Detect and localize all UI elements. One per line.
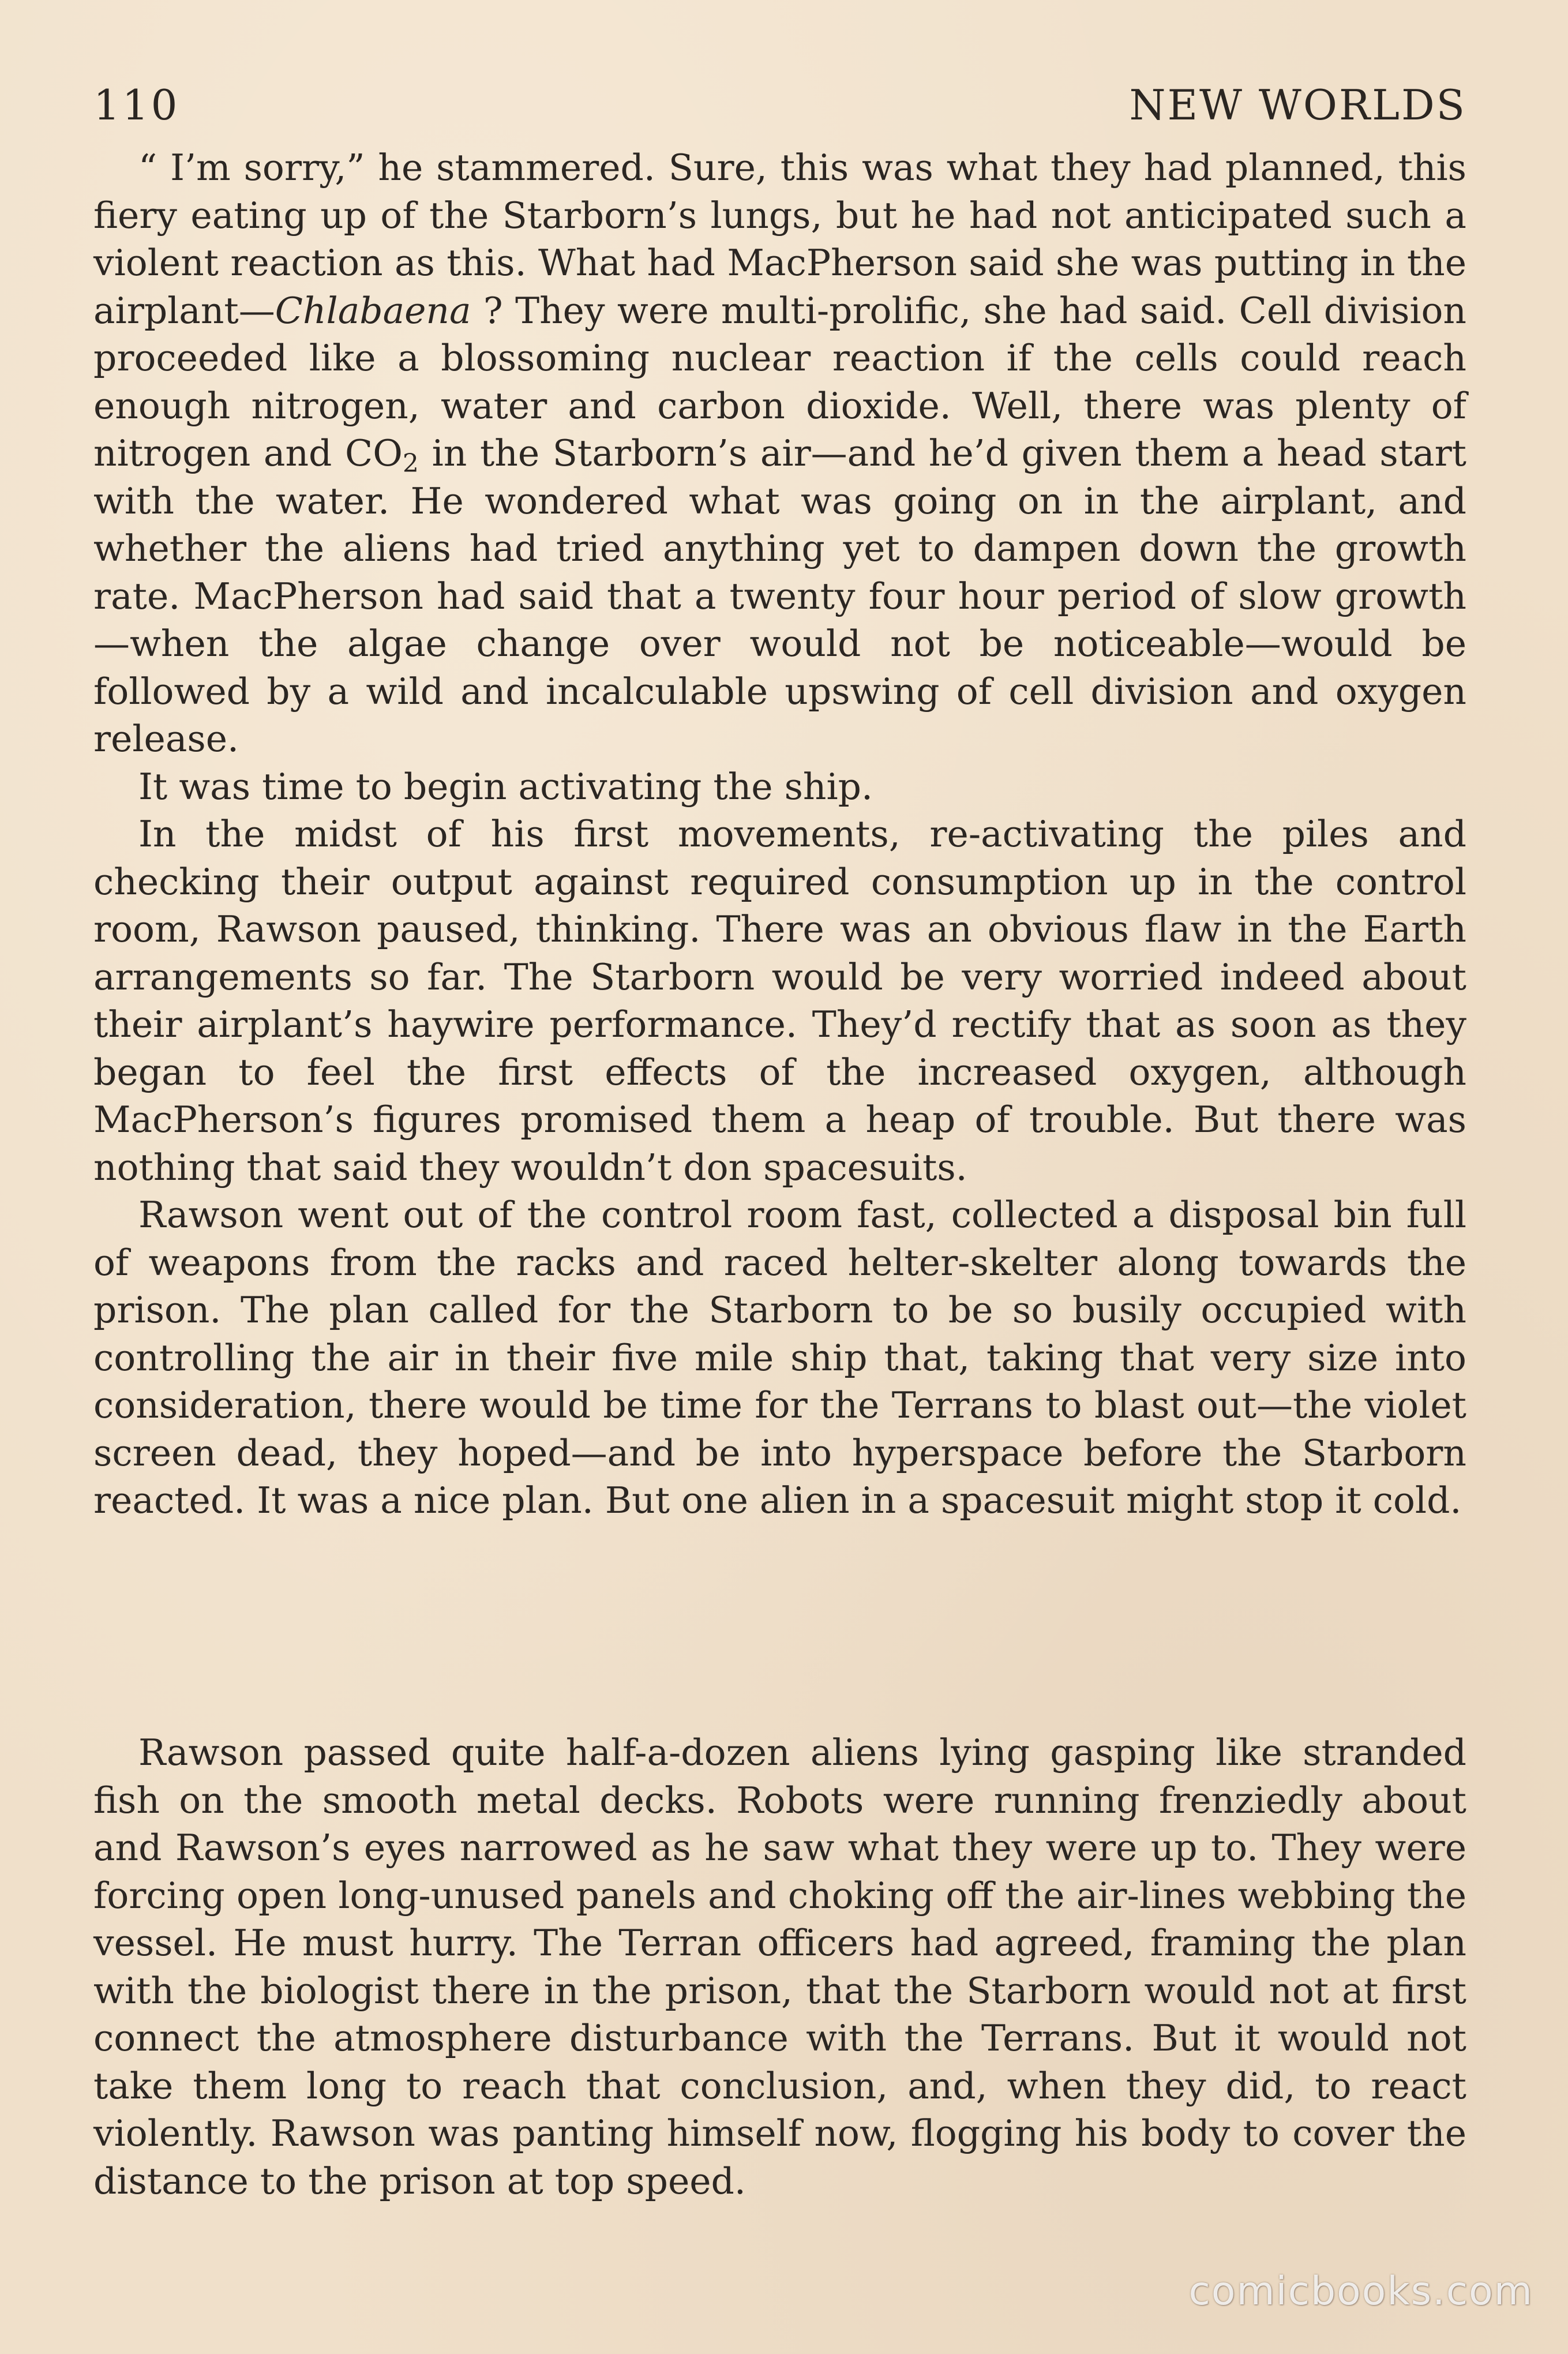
paragraph (93, 144, 1466, 763)
paragraph: Rawson passed quite half-a-dozen aliens lying gasping like stranded fish on the smooth metal decks. Robots were running frenziedly about and Rawson’s eyes narrowed as he saw what they were up to. They were forcing open long-unused panels and choking off the air-lines webbing the vessel. He must hurry. The Terran officers had agreed, framing the plan with the biologist there in the prison, that the Starborn would not at first connect the atmosphere disturbance with the Terrans. But it would not take them long to reach that conclusion, and, when they did, to react violently. Rawson was panting himself now, flogging his body to cover the distance to the prison at top speed. (93, 1731, 1466, 2202)
text-section-1 (93, 144, 1466, 1525)
paragraph: Rawson went out of the control room fast, collected a disposal bin full of weapons from the racks and raced helter-skelter along towards the prison. The plan called for the Starborn to be so busily occupied with controlling the air in their five mile ship that, taking that very size into consideration, there would be time for the Terrans to blast out—the violet screen dead, they hoped—and be into hyperspace before the Starborn reacted. It was a nice plan. But one alien in a spacesuit might stop it cold. (93, 1194, 1466, 1521)
text-run: in the Starborn’s air—and he’d given them a head start with the water. He wondered what was going on in the airplant, and whether the aliens had tried anything yet to dampen down the growth rate. MacPherson had said that a twenty four hour period of slow growth—when the algae change over would not be noticeable—would be followed by a wild and incalculable upswing of cell division and oxygen release. (93, 432, 1466, 760)
italic-term: Chlabaena (275, 289, 471, 332)
text-section-2 (93, 1729, 1466, 2205)
page-header (93, 81, 1466, 138)
text-run: “ I’m sorry,” he stammered. Sure, this was what they had planned, this fiery eating up of the Starborn’s lungs, but he had not anticipated such a violent reaction as this. What had MacPherson said she was putting in the airplant— (93, 147, 1466, 332)
subscript: 2 (402, 449, 419, 479)
paragraph: It was time to begin activating the ship. (138, 765, 873, 808)
watermark: comicbooks.com (1188, 2269, 1533, 2314)
page-number: 110 (93, 81, 180, 129)
paragraph: In the midst of his first movements, re-activating the piles and checking their output against required consumption up in the control room, Rawson paused, thinking. There was an obvious flaw in the Earth arrangements so far. The Starborn would be very worried indeed about their airplant’s haywire performance. They’d rectify that as soon as they began to feel the first effects of the increased oxygen, although MacPherson’s figures promised them a heap of trouble. But there was nothing that said they wouldn’t don spacesuits. (93, 813, 1466, 1189)
text-run: ? They were multi-prolific, she had said. Cell division proceeded like a blossoming nuclear reaction if the cells could reach enough nitrogen, water and carbon dioxide. Well, there was plenty of nitrogen and CO (93, 289, 1466, 474)
running-head: NEW WORLDS (1129, 81, 1466, 129)
